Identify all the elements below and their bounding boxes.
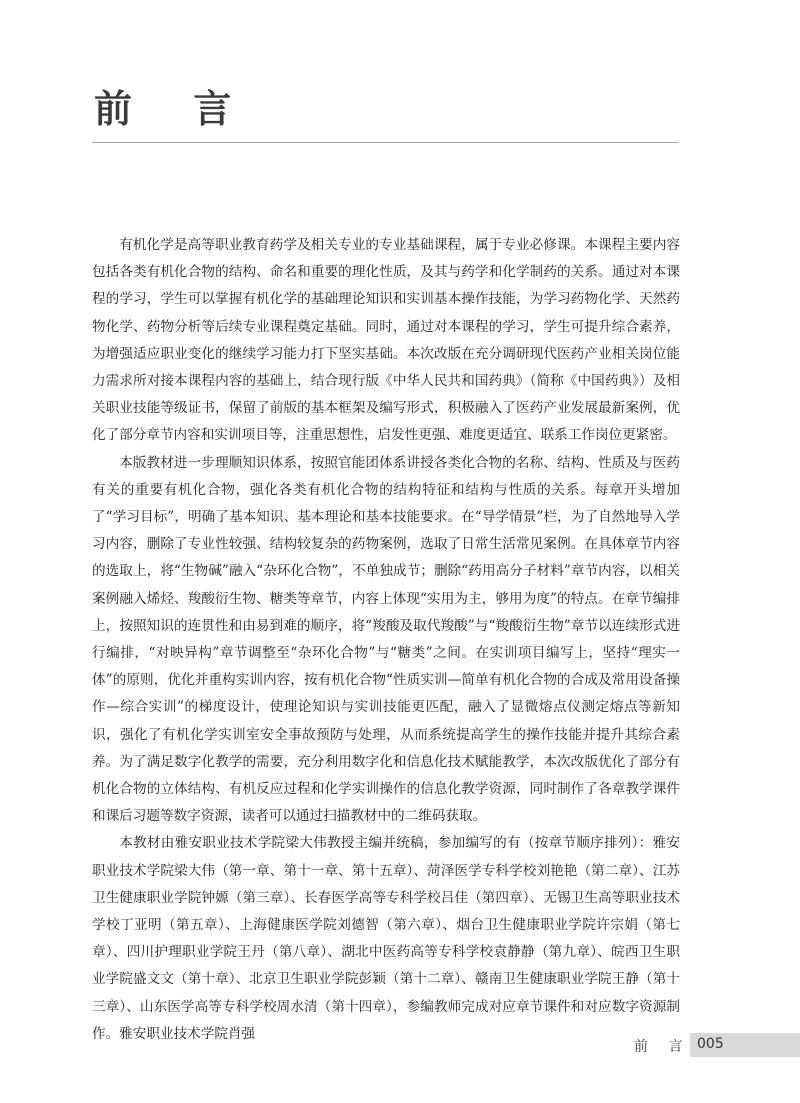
preface-body xyxy=(92,232,680,1048)
page-title: 前 言 xyxy=(94,87,256,131)
page-number: 005 xyxy=(697,1036,724,1052)
footer-running-title: 前 言 xyxy=(634,1039,691,1055)
paragraph: 有机化学是高等职业教育药学及相关专业的专业基础课程，属于专业必修课。本课程主要内容包括各类有机化合物的结构、命名和重要的理化性质，及其与药学和化学制药的关系。通过对本课程的学习，学生可以掌握有机化学的基础理论知识和实训基本操作技能，为学习药物化学、天然药物化学、药物分析等后续专业课程奠定基础。同时，通过对本课程的学习，学生可提升综合素养，为增强适应职业变化的继续学习能力打下坚实基础。本次改版在充分调研现代医药产业相关岗位能力需求所对接本课程内容的基础上，结合现行版《中华人民共和国药典》（简称《中国药典》）及相关职业技能等级证书，保留了前版的基本框架及编写形式，积极融入了医药产业发展最新案例，优化了部分章节内容和实训项目等，注重思想性，启发性更强、难度更适宜、联系工作岗位更紧密。 xyxy=(92,237,680,444)
title-divider xyxy=(92,142,678,143)
paragraph: 本版教材进一步理顺知识体系，按照官能团体系讲授各类化合物的名称、结构、性质及与医药有关的重要有机化合物，强化各类有机化合物的结构特征和结构与性质的关系。每章开头增加了“学习目标”，明确了基本知识、基本理论和基本技能要求。在“导学情景”栏，为了自然地导入学习内容，删除了专业性较强、结构较复杂的药物案例，选取了日常生活常见案例。在具体章节内容的选取上，将“生物碱”融入“杂环化合物”，不单独成节；删除“药用高分子材料”章节内容，以相关案例融入烯烃、羧酸衍生物、糖类等章节，内容上体现“实用为主，够用为度”的特点。在章节编排上，按照知识的连贯性和由易到难的顺序，将“羧酸及取代羧酸”与“羧酸衍生物”章节以连续形式进行编排，“对映异构”章节调整至“杂环化合物”与“糖类”之间。在实训项目编写上，坚持“理实一体”的原则，优化并重构实训内容，按有机化合物“性质实训—简单有机化合物的合成及常用设备操作—综合实训”的梯度设计，使理论知识与实训技能更匹配，融入了显微熔点仪测定熔点等新知识，强化了有机化学实训室安全事故预防与处理，从而系统提高学生的操作技能并提升其综合素养。为了满足数字化教学的需要，充分利用数字化和信息化技术赋能教学，本次改版优化了部分有机化合物的立体结构、有机反应过程和化学实训操作的信息化教学资源，同时制作了各章教学课件和课后习题等数字资源，读者可以通过扫描教材中的二维码获取。 xyxy=(92,454,680,825)
paragraph: 本教材由雅安职业技术学院梁大伟教授主编并统稿，参加编写的有（按章节顺序排列）：雅安职业技术学院梁大伟（第一章、第十一章、第十五章）、菏泽医学专科学校刘艳艳（第二章）、江苏卫生健康职业学院钟嫄（第三章）、长春医学高等专科学校吕佳（第四章）、无锡卫生高等职业技术学校丁亚明（第五章）、上海健康医学院刘德智（第六章）、烟台卫生健康职业学院许宗娟（第七章）、四川护理职业学院王丹（第八章）、湖北中医药高等专科学校袁静静（第九章）、皖西卫生职业学院盛文文（第十章）、北京卫生职业学院彭颖（第十二章）、赣南卫生健康职业学院王静（第十三章）、山东医学高等专科学校周水清（第十四章），参编教师完成对应章节课件和对应数字资源制作。雅安职业技术学院肖强 xyxy=(92,835,680,1042)
